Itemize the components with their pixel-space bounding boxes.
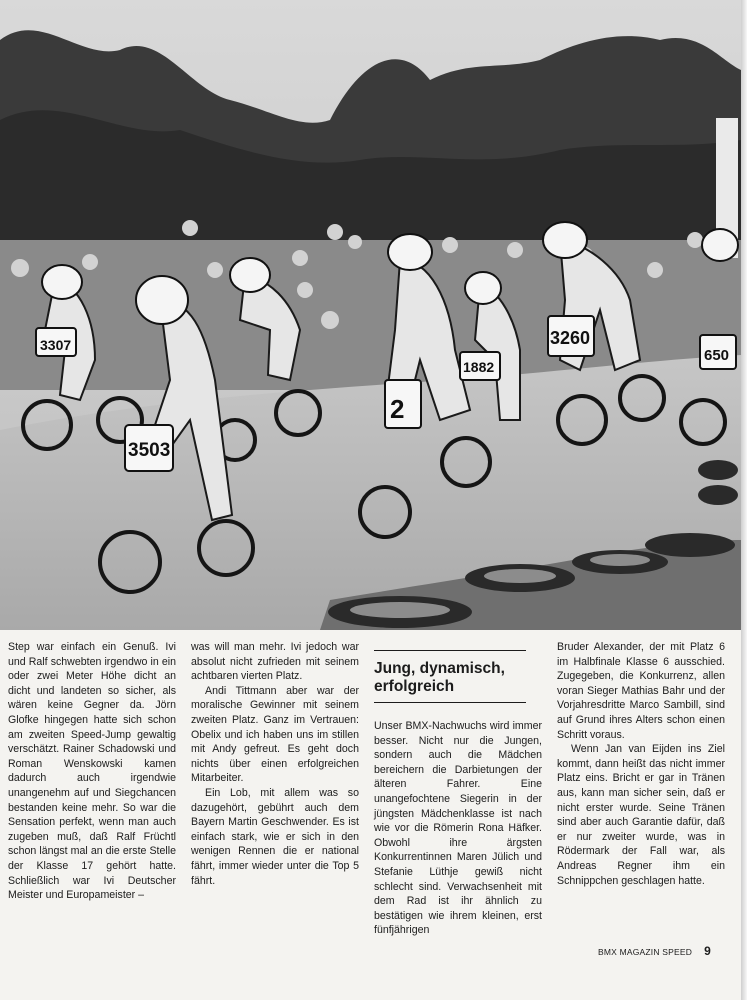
plate-1882: 1882 [463, 359, 495, 375]
plate-3307: 3307 [40, 337, 72, 353]
page-edge [741, 0, 747, 1000]
plate-3260: 3260 [550, 328, 591, 348]
text-column-4 [557, 640, 725, 888]
paragraph: was will man mehr. Ivi jedoch war absolut nicht zufrieden mit seinem achtbaren vierten Platz. [191, 641, 359, 683]
text-column-3 [374, 640, 542, 938]
plate-650: 650 [704, 347, 730, 364]
text-column-1 [8, 640, 176, 903]
magazine-name: BMX MAGAZIN SPEED [598, 947, 693, 957]
paragraph: Unser BMX-Nachwuchs wird immer besser. Nicht nur die Jungen, sondern auch die Mädchen bereichern die Darbietungen der älteren Fahrer. Eine unangefochtene Siegerin in der jüngsten Mädchenklasse ist nach wie vor die Römerin Rona Häfker. Obwohl ihre ärgsten Konkurrentinnen Maren Jülich und Stefanie Lüthje gewiß nicht schlecht sind. Verwachsenheit mit dem Rad ist ihr ähnlich zu bestätigen wie ihrem kleinen, erst fünfjährigen [374, 720, 542, 937]
paragraph: Wenn Jan van Eijden ins Ziel kommt, dann heißt das nicht immer Platz eins. Bricht er gar in Tränen aus, kann man sicher sein, daß er nicht erster wurde. Seine Tränen sind aber auch Garantie dafür, daß er nur zweiter wurde, was in Rödermark der Fall war, als Andreas Regner ihm ein Schnippchen geschlagen hatte. [557, 743, 725, 887]
page-footer [598, 944, 711, 958]
page-number: 9 [704, 944, 711, 958]
text-column-2 [191, 640, 359, 888]
section-headline: Jung, dynamisch, erfolgreich [374, 650, 526, 703]
plate-3503: 3503 [128, 440, 171, 461]
paragraph: Step war einfach ein Genuß. Ivi und Ralf schwebten irgendwo in ein oder zwei Meter Höhe dicht an dicht und landeten so sicher, als wären keine Gegner da. Jörn Glofke hingegen hatte sich schon am zweiten Speed-Jump gewaltig verschätzt. Rainer Schadowski und Roman Wenskowski kamen dadurch auch irgendwie unangenehm auf und Siegchancen bestanden keine mehr. So war die Sensation perfekt, wenn man auch zugeben muß, daß Ralf Früchtl schon längst mal an die erste Stelle der Klasse 17 gehört hatte. Schließlich war Ivi Deutscher Meister und Europameister – [8, 641, 176, 902]
paragraph: Ein Lob, mit allem was so dazugehört, gebührt auch dem Bayern Martin Geschwender. Es ist einfach stark, wie er sich in den wenigen Rennen die er national fährt, immer wieder unter die Top 5 fährt. [191, 786, 359, 887]
paragraph: Bruder Alexander, der mit Platz 6 im Halbfinale Klasse 6 ausschied. Zugegeben, die Konkurrenz, allen voran Sieger Mathias Bahr und der Vorjahresdritte Marco Sambill, sind auf Grund ihres Alters schon einen Schritt voraus. [557, 641, 725, 741]
plate-2: 2 [390, 394, 405, 424]
paragraph: Andi Tittmann aber war der moralische Gewinner mit seinem zweiten Platz. Ganz im Vertrauen: Obelix und ich haben uns im stillen mit Andy gefreut. Es geht doch nichts über einen erfolgreichen Mitarbeiter. [191, 684, 359, 785]
